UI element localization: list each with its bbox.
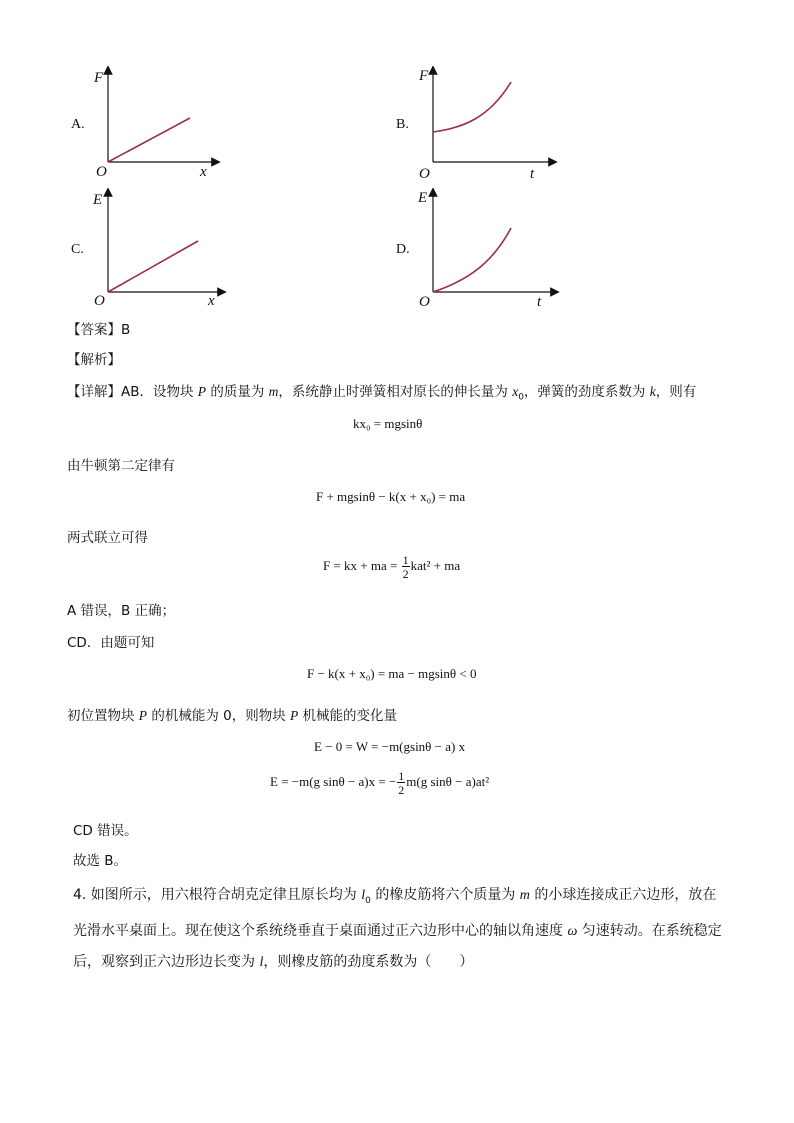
equation-6-den: 2 <box>398 783 405 797</box>
q4-text-5: 匀速转动。在系统稳定 <box>577 923 722 939</box>
equation-6-num: 1 <box>398 769 405 783</box>
detail-var-m: m <box>268 384 279 399</box>
equation-5: E − 0 = W = −m(gsinθ − a) x <box>314 739 466 754</box>
equation-3-num: 1 <box>402 553 409 567</box>
graph-d <box>413 188 563 308</box>
energy-var-p1: P <box>138 708 148 723</box>
equation-6-fraction <box>397 770 405 796</box>
equation-1: kx₀ = mgsinθ <box>353 416 423 431</box>
energy-var-p2: P <box>290 708 299 723</box>
option-d-label: D. <box>396 242 410 257</box>
detail-var-k: k <box>649 384 656 399</box>
graph-d-y-label: E <box>418 190 428 206</box>
q4-var-m: m <box>519 888 530 903</box>
question-4-line-3 <box>73 951 473 971</box>
question-4-line-2 <box>73 920 722 940</box>
detail-paragraph <box>67 380 696 403</box>
graph-a-x-label: x <box>200 164 207 180</box>
detail-var-x0: x <box>512 384 519 399</box>
equation-3-den: 2 <box>402 567 409 581</box>
text-cd-wrong: CD 错误。 <box>73 823 138 839</box>
graph-a-y-label: F <box>94 70 104 86</box>
q4-var-l0: l <box>361 888 366 903</box>
equation-3-left: F = kx + ma = <box>323 557 401 573</box>
detail-text-2: 的质量为 <box>206 384 269 400</box>
detail-var-x0-sub: 0 <box>518 392 524 403</box>
text-combine: 两式联立可得 <box>67 530 148 546</box>
graph-b-x-label: t <box>530 166 535 182</box>
text-choose: 故选 B。 <box>73 853 128 869</box>
graph-c-y-label: E <box>93 192 103 208</box>
detail-var-p: P <box>197 384 207 399</box>
detail-text-1: AB．设物块 <box>121 384 198 400</box>
text-conclusion-ab: A 错误，B 正确； <box>67 603 176 619</box>
option-b-label: B. <box>396 117 409 132</box>
analysis-tag: 【解析】 <box>67 352 121 368</box>
option-c-label: C. <box>71 242 84 257</box>
energy-text-2: 的机械能为 0，则物块 <box>147 708 291 724</box>
equation-6-right: m(g sinθ − a)at² <box>406 773 490 789</box>
question-4-line-1 <box>73 884 716 906</box>
answer-tag: 【答案】 <box>67 322 121 338</box>
energy-text-3: 机械能的变化量 <box>298 708 398 724</box>
q4-text-3: 的小球连接成正六边形，放在 <box>529 887 717 903</box>
answer-value: B <box>121 322 131 338</box>
text-cd-intro: CD．由题可知 <box>67 635 155 651</box>
graph-a <box>88 66 228 182</box>
option-a-label: A. <box>71 117 85 132</box>
q4-var-l0-sub: 0 <box>365 895 371 906</box>
detail-text-3: ，系统静止时弹簧相对原长的伸长量为 <box>278 384 513 400</box>
q4-var-omega: ω <box>567 924 578 939</box>
graph-d-curve <box>433 228 511 292</box>
equation-3-right: kat² + ma <box>410 557 461 573</box>
graph-d-x-label: t <box>537 294 542 308</box>
q4-text-2: 的橡皮筋将六个质量为 <box>370 887 520 903</box>
equation-2: F + mgsinθ − k(x + x₀) = ma <box>316 489 466 504</box>
graph-b-y-label: F <box>419 68 429 84</box>
q4-text-4: 光滑水平桌面上。现在使这个系统绕垂直于桌面通过正六边形中心的轴以角速度 <box>73 923 568 939</box>
graph-c-origin: O <box>94 293 105 308</box>
q4-text-6: 后，观察到正六边形边长变为 <box>73 954 260 970</box>
graph-c <box>88 188 228 308</box>
graph-c-curve <box>108 241 198 292</box>
graph-b-origin: O <box>419 166 430 182</box>
detail-tag: 【详解】 <box>67 384 121 400</box>
graph-a-origin: O <box>96 164 107 180</box>
q4-text-1: 4. 如图所示，用六根符合胡克定律且原长均为 <box>73 887 362 903</box>
equation-6 <box>270 770 489 796</box>
detail-text-4: ，弹簧的劲度系数为 <box>523 384 650 400</box>
equation-4: F − k(x + x₀) = ma − mgsinθ < 0 <box>307 666 477 681</box>
energy-text-1: 初位置物块 <box>67 708 139 724</box>
graph-d-origin: O <box>419 294 430 308</box>
equation-3 <box>323 554 460 580</box>
text-energy <box>67 704 397 724</box>
equation-3-fraction <box>402 554 410 580</box>
graph-c-x-label: x <box>208 293 215 308</box>
text-newton: 由牛顿第二定律有 <box>67 458 175 474</box>
graph-b-curve <box>433 82 511 132</box>
graph-a-curve <box>108 118 190 162</box>
graph-b <box>413 66 563 182</box>
answer-line <box>67 318 130 338</box>
q4-var-l: l <box>259 955 264 970</box>
equation-6-left: E = −m(g sinθ − a)x = − <box>270 773 397 789</box>
detail-text-5: ，则有 <box>655 384 697 400</box>
q4-text-7: ，则橡皮筋的劲度系数为（ ） <box>263 954 474 970</box>
